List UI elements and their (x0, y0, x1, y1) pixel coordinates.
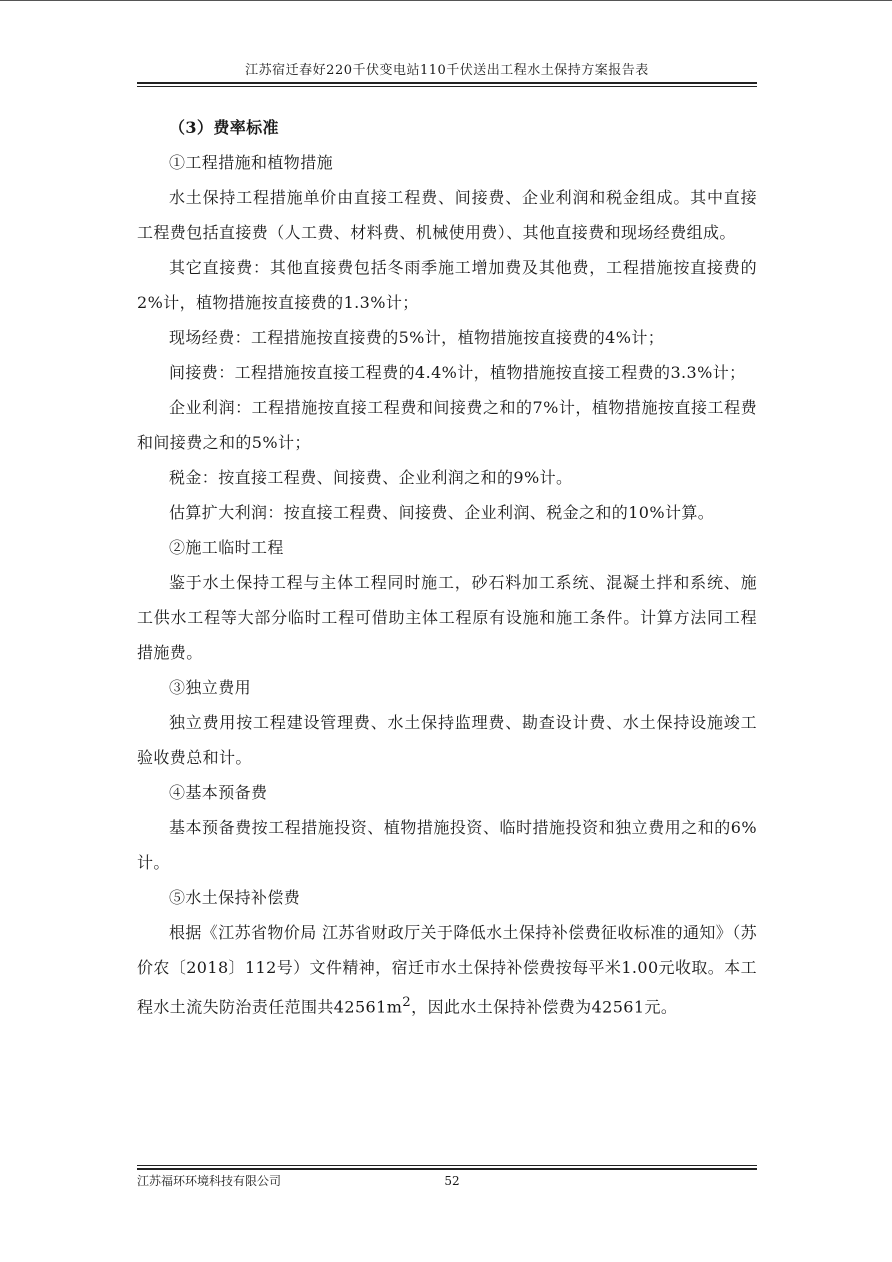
paragraph-11-part-2: ，因此水土保持补偿费为42561元。 (411, 997, 678, 1017)
paragraph-9: 独立费用按工程建设管理费、水土保持监理费、勘查设计费、水土保持设施竣工验收费总和计。 (137, 713, 757, 767)
paragraph-3: 现场经费：工程措施按直接费的5%计，植物措施按直接费的4%计； (169, 328, 665, 347)
paragraph-11 (137, 915, 757, 1024)
paragraph-1: 水土保持工程措施单价由直接工程费、间接费、企业利润和税金组成。其中直接工程费包括直接费（人工费、材料费、机械使用费）、其他直接费和现场经费组成。 (137, 188, 757, 242)
header-rule-thin (137, 86, 757, 87)
paragraph-11-part-1: 根据《江苏省物价局 江苏省财政厅关于降低水土保持补偿费征收标准的通知》（苏价农〔2018〕112号）文件精神，宿迁市水土保持补偿费按每平米1.00元收取。本工程水土流失防治责任范围共42561m (137, 923, 757, 1017)
footer-rule-thin (137, 1165, 757, 1166)
subsection-title-4: ④基本预备费 (169, 783, 268, 802)
header-rule-thick (137, 82, 757, 84)
paragraph-6: 税金：按直接工程费、间接费、企业利润之和的9%计。 (169, 468, 573, 487)
area-unit-superscript: 2 (402, 995, 412, 1010)
paragraph-8: 鉴于水土保持工程与主体工程同时施工，砂石料加工系统、混凝土拌和系统、施工供水工程等大部分临时工程可借助主体工程原有设施和施工条件。计算方法同工程措施费。 (137, 573, 757, 662)
paragraph-5: 企业利润：工程措施按直接工程费和间接费之和的7%计，植物措施按直接工程费和间接费之和的5%计； (137, 398, 757, 452)
paragraph-4: 间接费：工程措施按直接工程费的4.4%计，植物措施按直接工程费的3.3%计； (169, 363, 746, 382)
subsection-title-3: ③独立费用 (169, 678, 252, 697)
page-number: 52 (444, 1174, 460, 1188)
subsection-title-1: ①工程措施和植物措施 (169, 153, 334, 172)
page-top-border (0, 0, 892, 1)
header-title: 江苏宿迁春好220千伏变电站110千伏送出工程水土保持方案报告表 (245, 63, 649, 78)
subsection-title-2: ②施工临时工程 (169, 538, 284, 557)
subsection-title-5: ⑤水土保持补偿费 (169, 888, 301, 907)
footer-rule-thick (137, 1168, 757, 1170)
section-heading: （3）费率标准 (169, 118, 279, 137)
paragraph-2: 其它直接费：其他直接费包括冬雨季施工增加费及其他费，工程措施按直接费的2%计，植物措施按直接费的1.3%计； (137, 258, 757, 312)
paragraph-10: 基本预备费按工程措施投资、植物措施投资、临时措施投资和独立费用之和的6%计。 (137, 818, 757, 872)
document-body (137, 110, 757, 1024)
paragraph-7: 估算扩大利润：按直接工程费、间接费、企业利润、税金之和的10%计算。 (169, 503, 715, 522)
footer-company: 江苏福环环境科技有限公司 (137, 1174, 282, 1188)
